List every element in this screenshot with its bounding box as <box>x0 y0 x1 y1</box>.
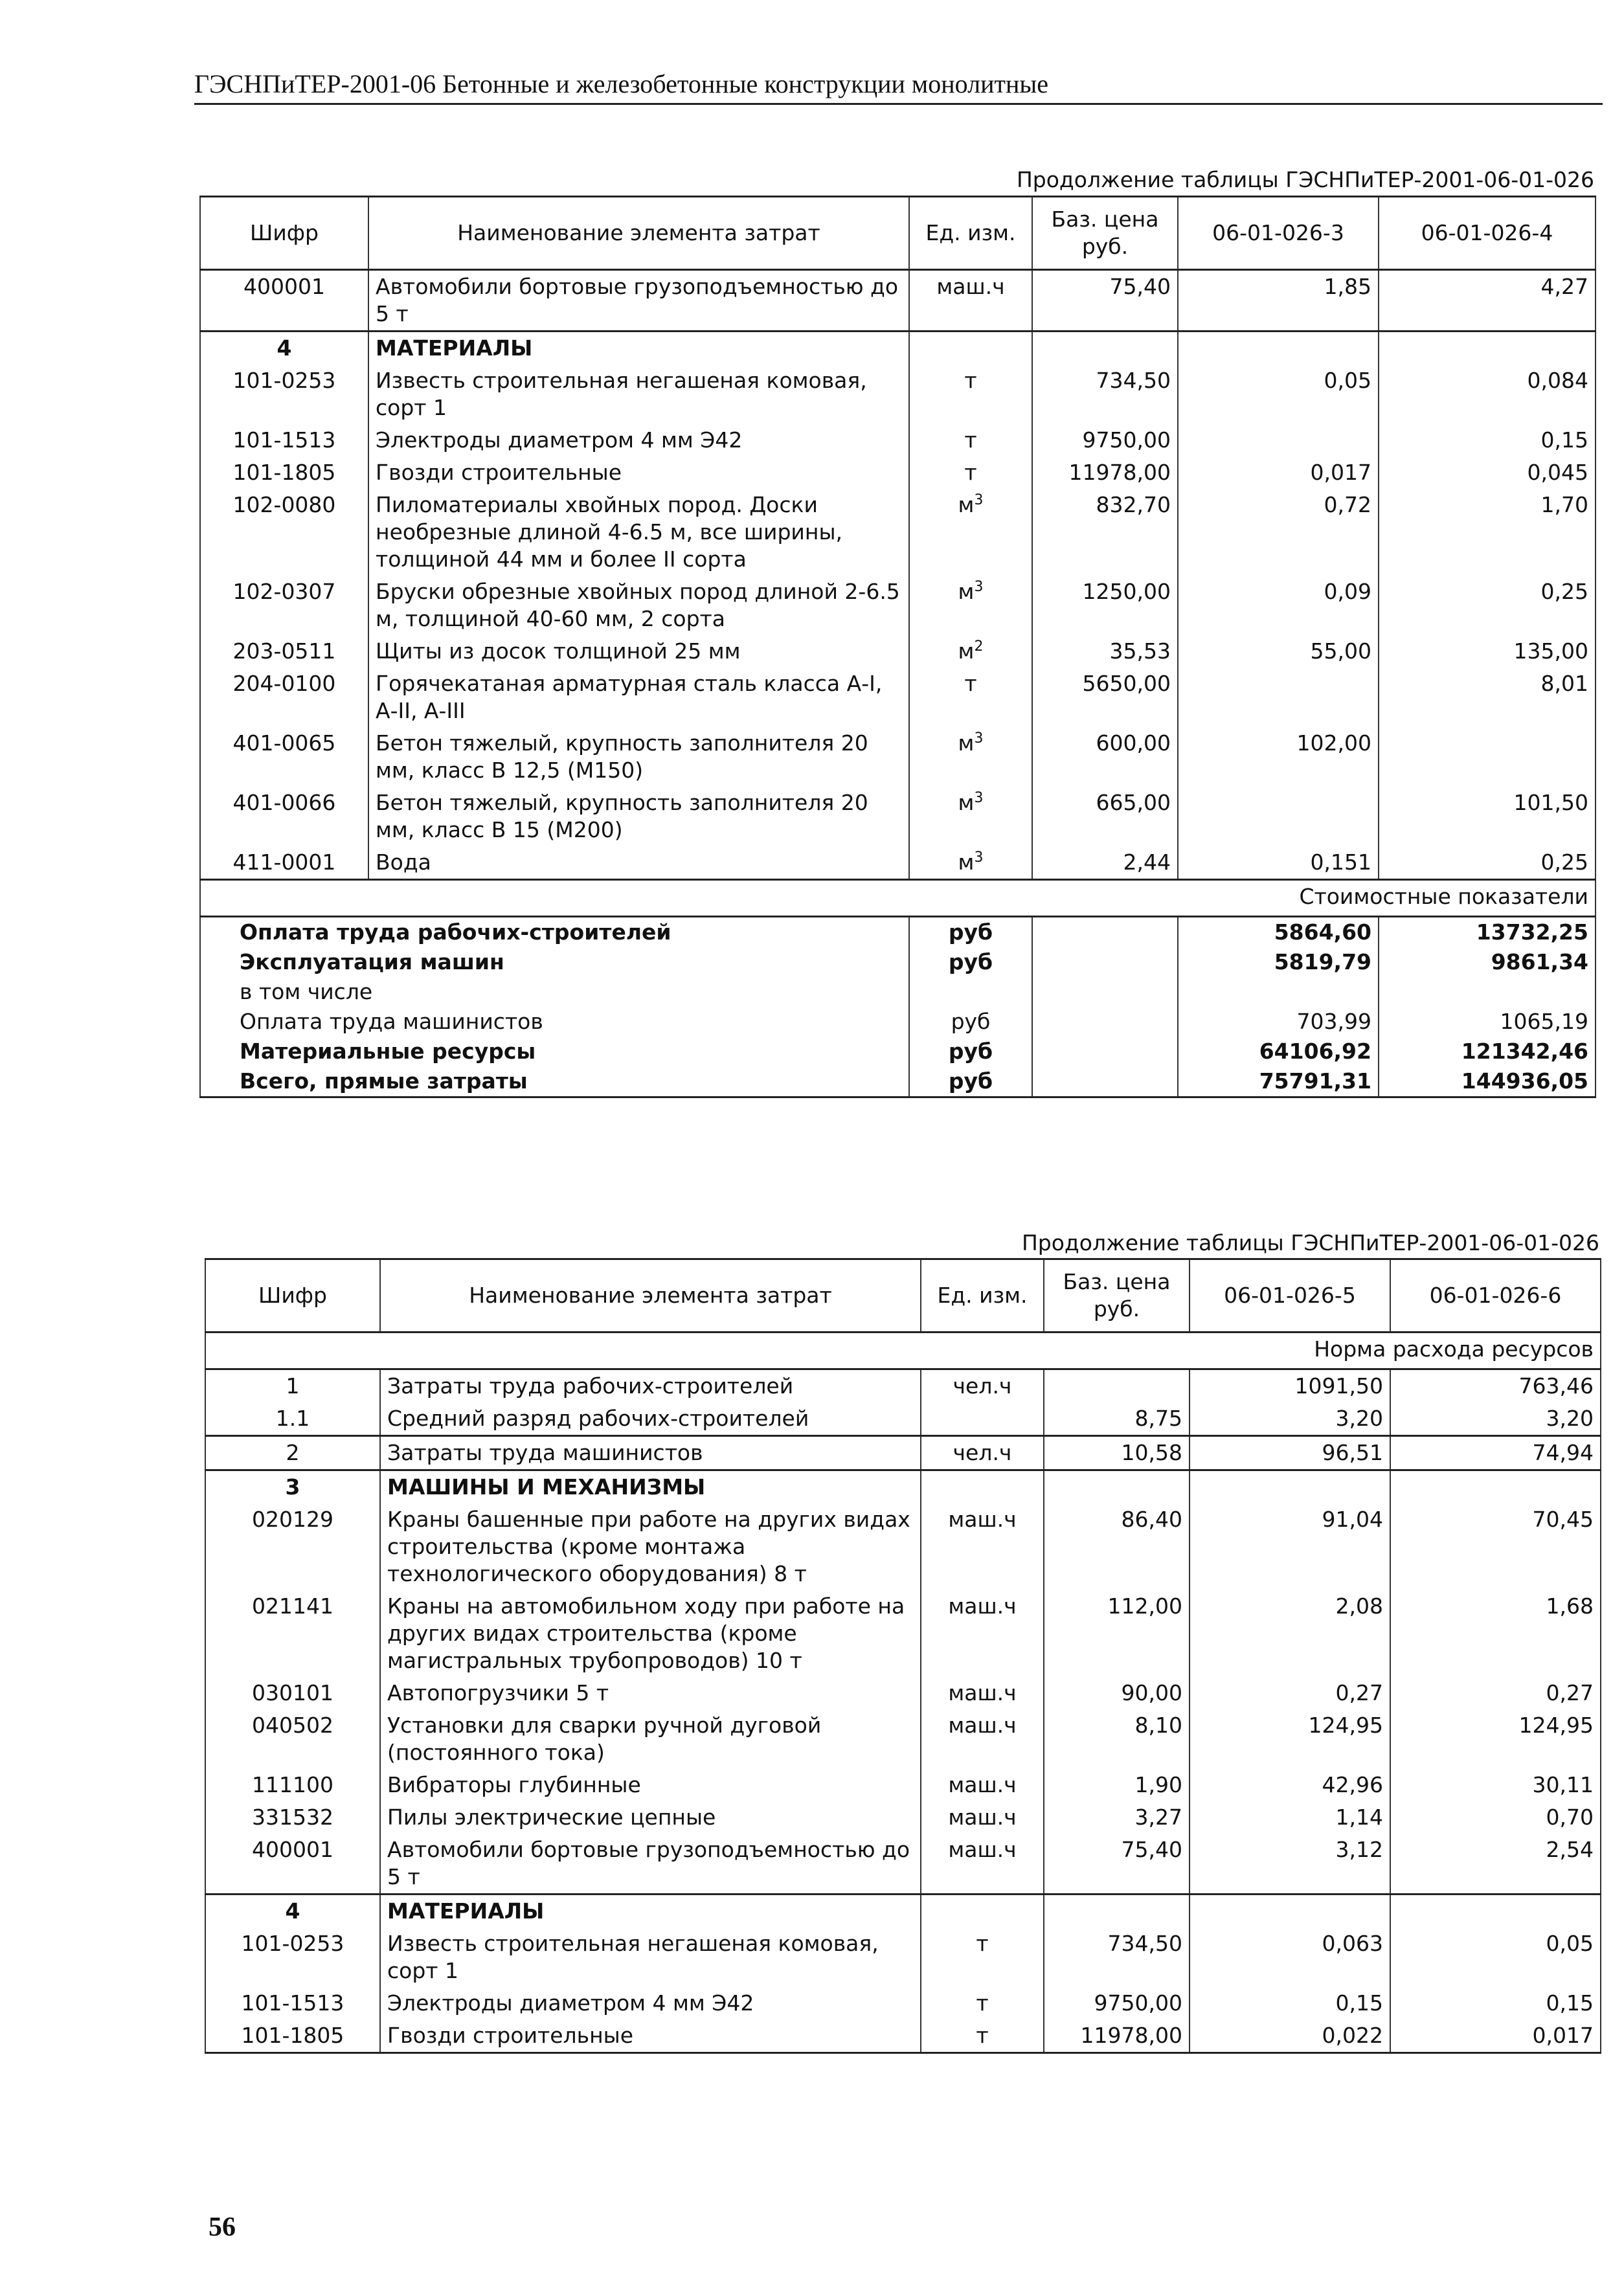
row-unit <box>909 365 1032 424</box>
row-name: Автомобили бортовые грузоподъемностью до 5 т <box>368 270 909 332</box>
row-unit <box>921 2019 1044 2053</box>
summary-price <box>1032 1066 1178 1097</box>
col-header-code: Шифр <box>200 197 368 270</box>
row-name: Вода <box>368 846 909 880</box>
row-value-a: 102,00 <box>1178 727 1379 787</box>
row-unit <box>909 332 1032 365</box>
row-unit <box>909 270 1032 332</box>
row-price: 2,44 <box>1032 846 1178 880</box>
row-unit <box>909 846 1032 880</box>
row-value-b: 4,27 <box>1379 270 1596 332</box>
summary-unit: руб <box>909 947 1032 977</box>
row-code: 101-1513 <box>205 1987 380 2019</box>
row-value-b: 1,68 <box>1390 1590 1601 1677</box>
unit-exponent: 2 <box>974 638 984 655</box>
summary-price <box>1032 1007 1178 1037</box>
row-value-b: 0,25 <box>1379 846 1596 880</box>
row-value-b: 74,94 <box>1390 1436 1601 1470</box>
row-name: Бетон тяжелый, крупность заполнителя 20 мм, класс В 12,5 (М150) <box>368 727 909 787</box>
row-price <box>1044 1470 1190 1504</box>
col-header-price: Баз. цена руб. <box>1032 197 1178 270</box>
row-value-a: 0,05 <box>1178 365 1379 424</box>
row-value-a: 0,063 <box>1190 1928 1390 1987</box>
band-row <box>200 880 1596 917</box>
unit-text: маш.ч <box>948 1837 1017 1862</box>
row-value-a: 1091,50 <box>1190 1369 1390 1403</box>
row-value-b: 0,05 <box>1390 1928 1601 1987</box>
row-code: 1 <box>205 1369 380 1403</box>
summary-unit: руб <box>909 1037 1032 1066</box>
row-code: 101-1805 <box>200 456 368 489</box>
row-unit <box>921 1369 1044 1403</box>
unit-text: т <box>964 427 977 453</box>
table-row <box>200 424 1596 456</box>
row-price: 90,00 <box>1044 1677 1190 1709</box>
table-row <box>205 2019 1601 2053</box>
summary-label: в том числе <box>200 977 909 1007</box>
row-price: 11978,00 <box>1032 456 1178 489</box>
summary-value-b: 121342,46 <box>1379 1037 1596 1066</box>
row-code: 411-0001 <box>200 846 368 880</box>
table-row <box>200 489 1596 576</box>
row-name: Щиты из досок толщиной 25 мм <box>368 635 909 668</box>
unit-text: т <box>976 1990 989 2016</box>
row-unit <box>921 1470 1044 1504</box>
row-value-b: 0,70 <box>1390 1801 1601 1834</box>
section-row <box>200 332 1596 365</box>
summary-value-b: 9861,34 <box>1379 947 1596 977</box>
row-value-a: 3,12 <box>1190 1834 1390 1895</box>
row-value-b: 3,20 <box>1390 1402 1601 1436</box>
row-name: Пилы электрические цепные <box>380 1801 921 1834</box>
row-code: 204-0100 <box>200 668 368 727</box>
row-code: 101-1513 <box>200 424 368 456</box>
row-value-a: 1,85 <box>1178 270 1379 332</box>
summary-unit: руб <box>909 1007 1032 1037</box>
row-price: 5650,00 <box>1032 668 1178 727</box>
unit-text: маш.ч <box>948 1805 1017 1830</box>
table-row <box>200 365 1596 424</box>
row-unit <box>909 576 1032 635</box>
unit-exponent: 3 <box>974 730 984 747</box>
row-value-a: 42,96 <box>1190 1769 1390 1801</box>
summary-row <box>200 1037 1596 1066</box>
unit-text: м <box>958 730 975 756</box>
row-name: Известь строительная негашеная комовая, сорт 1 <box>368 365 909 424</box>
unit-text: м <box>958 579 975 604</box>
row-value-b: 763,46 <box>1390 1369 1601 1403</box>
row-unit <box>921 1801 1044 1834</box>
resource-table-1 <box>199 196 1596 1098</box>
table-row <box>200 635 1596 668</box>
unit-exponent: 3 <box>974 790 984 806</box>
row-name: Известь строительная негашеная комовая, сорт 1 <box>380 1928 921 1987</box>
resource-table-2 <box>205 1258 1601 2054</box>
row-value-b: 0,15 <box>1390 1987 1601 2019</box>
table-row <box>205 1987 1601 2019</box>
row-value-a <box>1178 787 1379 846</box>
row-price: 600,00 <box>1032 727 1178 787</box>
row-name: Вибраторы глубинные <box>380 1769 921 1801</box>
row-value-a: 2,08 <box>1190 1590 1390 1677</box>
row-price <box>1032 332 1178 365</box>
summary-row <box>200 947 1596 977</box>
row-value-a <box>1190 1470 1390 1504</box>
summary-value-a: 5864,60 <box>1178 917 1379 948</box>
row-name: Гвозди строительные <box>380 2019 921 2053</box>
col-header-variant-a: 06-01-026-3 <box>1178 197 1379 270</box>
row-price: 734,50 <box>1044 1928 1190 1987</box>
row-value-b: 0,25 <box>1379 576 1596 635</box>
row-price: 10,58 <box>1044 1436 1190 1470</box>
row-name: Краны башенные при работе на других видах строительства (кроме монтажа технологического оборудования) 8 т <box>380 1503 921 1590</box>
row-value-b: 30,11 <box>1390 1769 1601 1801</box>
row-price: 9750,00 <box>1032 424 1178 456</box>
summary-unit: руб <box>909 1066 1032 1097</box>
unit-text: маш.ч <box>948 1713 1017 1738</box>
summary-row <box>200 1007 1596 1037</box>
row-code: 400001 <box>205 1834 380 1895</box>
row-unit <box>921 1987 1044 2019</box>
row-unit <box>909 727 1032 787</box>
row-value-a: 0,15 <box>1190 1987 1390 2019</box>
table-row <box>205 1503 1601 1590</box>
row-code: 203-0511 <box>200 635 368 668</box>
running-header: ГЭСНПиТЕР-2001-06 Бетонные и железобетонные конструкции монолитные <box>194 69 1603 105</box>
row-code: 331532 <box>205 1801 380 1834</box>
row-unit <box>921 1928 1044 1987</box>
row-value-b: 1,70 <box>1379 489 1596 576</box>
row-code: 102-0307 <box>200 576 368 635</box>
row-value-b: 101,50 <box>1379 787 1596 846</box>
table-row <box>205 1590 1601 1677</box>
row-value-b: 0,017 <box>1390 2019 1601 2053</box>
row-price: 3,27 <box>1044 1801 1190 1834</box>
summary-value-a <box>1178 977 1379 1007</box>
unit-exponent: 3 <box>974 579 984 595</box>
summary-value-b: 144936,05 <box>1379 1066 1596 1097</box>
summary-value-a: 64106,92 <box>1178 1037 1379 1066</box>
row-value-a: 3,20 <box>1190 1402 1390 1436</box>
summary-price <box>1032 1037 1178 1066</box>
table-row <box>205 1709 1601 1769</box>
row-value-a: 0,09 <box>1178 576 1379 635</box>
row-value-b: 70,45 <box>1390 1503 1601 1590</box>
table-caption: Продолжение таблицы ГЭСНПиТЕР-2001-06-01-026 <box>1016 167 1594 192</box>
summary-label: Оплата труда рабочих-строителей <box>200 917 909 948</box>
row-code: 401-0065 <box>200 727 368 787</box>
row-value-b <box>1390 1470 1601 1504</box>
row-name: Электроды диаметром 4 мм Э42 <box>368 424 909 456</box>
row-name: Затраты труда машинистов <box>380 1436 921 1470</box>
row-price <box>1044 1369 1190 1403</box>
row-unit <box>921 1590 1044 1677</box>
summary-value-b: 1065,19 <box>1379 1007 1596 1037</box>
row-name: Затраты труда рабочих-строителей <box>380 1369 921 1403</box>
row-code: 4 <box>205 1895 380 1928</box>
row-price: 832,70 <box>1032 489 1178 576</box>
unit-text: маш.ч <box>948 1772 1017 1797</box>
row-value-b: 2,54 <box>1390 1834 1601 1895</box>
summary-label: Эксплуатация машин <box>200 947 909 977</box>
row-code: 2 <box>205 1436 380 1470</box>
table-row <box>205 1436 1601 1470</box>
row-code: 021141 <box>205 1590 380 1677</box>
unit-exponent: 3 <box>974 492 984 508</box>
summary-value-a: 703,99 <box>1178 1007 1379 1037</box>
col-header-variant-b: 06-01-026-6 <box>1390 1259 1601 1333</box>
unit-text: м <box>958 638 975 664</box>
unit-text: маш.ч <box>948 1507 1017 1532</box>
row-code: 040502 <box>205 1709 380 1769</box>
row-value-a: 0,017 <box>1178 456 1379 489</box>
row-name: Пиломатериалы хвойных пород. Доски необрезные длиной 4-6.5 м, все ширины, толщиной 44 мм и более II сорта <box>368 489 909 576</box>
row-unit <box>909 635 1032 668</box>
row-name: Горячекатаная арматурная сталь класса А-I, А-II, А-III <box>368 668 909 727</box>
unit-text: т <box>976 1931 989 1956</box>
unit-text: маш.ч <box>948 1593 1017 1619</box>
summary-row <box>200 977 1596 1007</box>
row-name: МАТЕРИАЛЫ <box>380 1895 921 1928</box>
row-value-a: 91,04 <box>1190 1503 1390 1590</box>
row-value-b: 135,00 <box>1379 635 1596 668</box>
col-header-price: Баз. цена руб. <box>1044 1259 1190 1333</box>
row-value-a <box>1178 332 1379 365</box>
row-code: 020129 <box>205 1503 380 1590</box>
table-caption: Продолжение таблицы ГЭСНПиТЕР-2001-06-01-026 <box>1021 1230 1599 1255</box>
row-code: 3 <box>205 1470 380 1504</box>
row-name: Автопогрузчики 5 т <box>380 1677 921 1709</box>
band-label: Норма расхода ресурсов <box>205 1333 1601 1369</box>
row-code: 101-0253 <box>200 365 368 424</box>
unit-text: т <box>964 368 977 393</box>
col-header-unit: Ед. изм. <box>921 1259 1044 1333</box>
row-value-a: 0,151 <box>1178 846 1379 880</box>
table-row <box>200 270 1596 332</box>
row-unit <box>909 489 1032 576</box>
row-code: 030101 <box>205 1677 380 1709</box>
summary-price <box>1032 977 1178 1007</box>
row-unit <box>921 1834 1044 1895</box>
row-code: 101-0253 <box>205 1928 380 1987</box>
section-row <box>205 1895 1601 1928</box>
col-header-variant-b: 06-01-026-4 <box>1379 197 1596 270</box>
table-row <box>205 1928 1601 1987</box>
col-header-name: Наименование элемента затрат <box>368 197 909 270</box>
row-code: 1.1 <box>205 1402 380 1436</box>
section-row <box>205 1470 1601 1504</box>
row-name: Бетон тяжелый, крупность заполнителя 20 мм, класс В 15 (М200) <box>368 787 909 846</box>
row-name: МАШИНЫ И МЕХАНИЗМЫ <box>380 1470 921 1504</box>
row-value-b <box>1390 1895 1601 1928</box>
row-value-b: 0,27 <box>1390 1677 1601 1709</box>
row-value-a <box>1190 1895 1390 1928</box>
row-unit <box>921 1402 1044 1436</box>
row-value-a: 124,95 <box>1190 1709 1390 1769</box>
unit-text: маш.ч <box>936 274 1005 299</box>
row-price: 8,10 <box>1044 1709 1190 1769</box>
summary-unit <box>909 977 1032 1007</box>
row-value-b <box>1379 332 1596 365</box>
row-unit <box>921 1709 1044 1769</box>
row-unit <box>921 1769 1044 1801</box>
row-code: 401-0066 <box>200 787 368 846</box>
summary-label: Оплата труда машинистов <box>200 1007 909 1037</box>
row-price: 665,00 <box>1032 787 1178 846</box>
row-unit <box>921 1436 1044 1470</box>
summary-value-b: 13732,25 <box>1379 917 1596 948</box>
col-header-name: Наименование элемента затрат <box>380 1259 921 1333</box>
row-value-a <box>1178 668 1379 727</box>
row-name: Гвозди строительные <box>368 456 909 489</box>
table-row <box>200 846 1596 880</box>
summary-row <box>200 917 1596 948</box>
row-unit <box>909 787 1032 846</box>
unit-text: т <box>964 460 977 485</box>
row-price: 1,90 <box>1044 1769 1190 1801</box>
col-header-unit: Ед. изм. <box>909 197 1032 270</box>
row-unit <box>921 1677 1044 1709</box>
table-row <box>200 668 1596 727</box>
table-row <box>200 787 1596 846</box>
row-name: Автомобили бортовые грузоподъемностью до 5 т <box>380 1834 921 1895</box>
unit-text: чел.ч <box>953 1440 1012 1465</box>
row-price: 35,53 <box>1032 635 1178 668</box>
row-unit <box>921 1503 1044 1590</box>
row-value-a: 96,51 <box>1190 1436 1390 1470</box>
row-value-a: 0,72 <box>1178 489 1379 576</box>
row-name: Установки для сварки ручной дуговой (постоянного тока) <box>380 1709 921 1769</box>
row-code: 111100 <box>205 1769 380 1801</box>
unit-text: маш.ч <box>948 1680 1017 1705</box>
row-price <box>1044 1895 1190 1928</box>
row-price: 86,40 <box>1044 1503 1190 1590</box>
row-value-a <box>1178 424 1379 456</box>
summary-value-a: 5819,79 <box>1178 947 1379 977</box>
row-price: 75,40 <box>1044 1834 1190 1895</box>
summary-value-a: 75791,31 <box>1178 1066 1379 1097</box>
table-row <box>200 727 1596 787</box>
band-row <box>205 1333 1601 1369</box>
row-value-a: 0,27 <box>1190 1677 1390 1709</box>
summary-value-b <box>1379 977 1596 1007</box>
table-row <box>205 1801 1601 1834</box>
row-value-b: 0,045 <box>1379 456 1596 489</box>
unit-text: т <box>976 2023 989 2048</box>
row-value-a: 0,022 <box>1190 2019 1390 2053</box>
summary-label: Всего, прямые затраты <box>200 1066 909 1097</box>
row-value-b: 8,01 <box>1379 668 1596 727</box>
row-value-a: 1,14 <box>1190 1801 1390 1834</box>
row-price: 11978,00 <box>1044 2019 1190 2053</box>
table-row <box>200 576 1596 635</box>
table-row <box>200 456 1596 489</box>
row-unit <box>921 1895 1044 1928</box>
row-value-b <box>1379 727 1596 787</box>
unit-text: чел.ч <box>953 1373 1012 1399</box>
row-unit <box>909 456 1032 489</box>
row-value-b: 0,15 <box>1379 424 1596 456</box>
row-price: 734,50 <box>1032 365 1178 424</box>
row-value-b: 124,95 <box>1390 1709 1601 1769</box>
table-row <box>205 1402 1601 1436</box>
row-code: 102-0080 <box>200 489 368 576</box>
row-name: Бруски обрезные хвойных пород длиной 2-6.5 м, толщиной 40-60 мм, 2 сорта <box>368 576 909 635</box>
table-row <box>205 1834 1601 1895</box>
row-price: 1250,00 <box>1032 576 1178 635</box>
col-header-code: Шифр <box>205 1259 380 1333</box>
unit-text: м <box>958 790 975 815</box>
row-price: 9750,00 <box>1044 1987 1190 2019</box>
unit-text: т <box>964 671 977 696</box>
row-code: 400001 <box>200 270 368 332</box>
row-name: Средний разряд рабочих-строителей <box>380 1402 921 1436</box>
table-row <box>205 1677 1601 1709</box>
row-unit <box>909 424 1032 456</box>
band-label: Стоимостные показатели <box>200 880 1596 917</box>
row-unit <box>909 668 1032 727</box>
summary-unit: руб <box>909 917 1032 948</box>
row-value-b: 0,084 <box>1379 365 1596 424</box>
row-name: МАТЕРИАЛЫ <box>368 332 909 365</box>
summary-price <box>1032 917 1178 948</box>
summary-price <box>1032 947 1178 977</box>
row-name: Краны на автомобильном ходу при работе на других видах строительства (кроме магистральных трубопроводов) 10 т <box>380 1590 921 1677</box>
unit-text: м <box>958 492 975 517</box>
table-row <box>205 1369 1601 1403</box>
row-code: 4 <box>200 332 368 365</box>
table-row <box>205 1769 1601 1801</box>
unit-exponent: 3 <box>974 849 984 866</box>
unit-text: м <box>958 849 975 875</box>
row-name: Электроды диаметром 4 мм Э42 <box>380 1987 921 2019</box>
summary-label: Материальные ресурсы <box>200 1037 909 1066</box>
page-number: 56 <box>209 2212 236 2242</box>
row-price: 75,40 <box>1032 270 1178 332</box>
row-price: 8,75 <box>1044 1402 1190 1436</box>
row-price: 112,00 <box>1044 1590 1190 1677</box>
col-header-variant-a: 06-01-026-5 <box>1190 1259 1390 1333</box>
row-code: 101-1805 <box>205 2019 380 2053</box>
row-value-a: 55,00 <box>1178 635 1379 668</box>
summary-row <box>200 1066 1596 1097</box>
